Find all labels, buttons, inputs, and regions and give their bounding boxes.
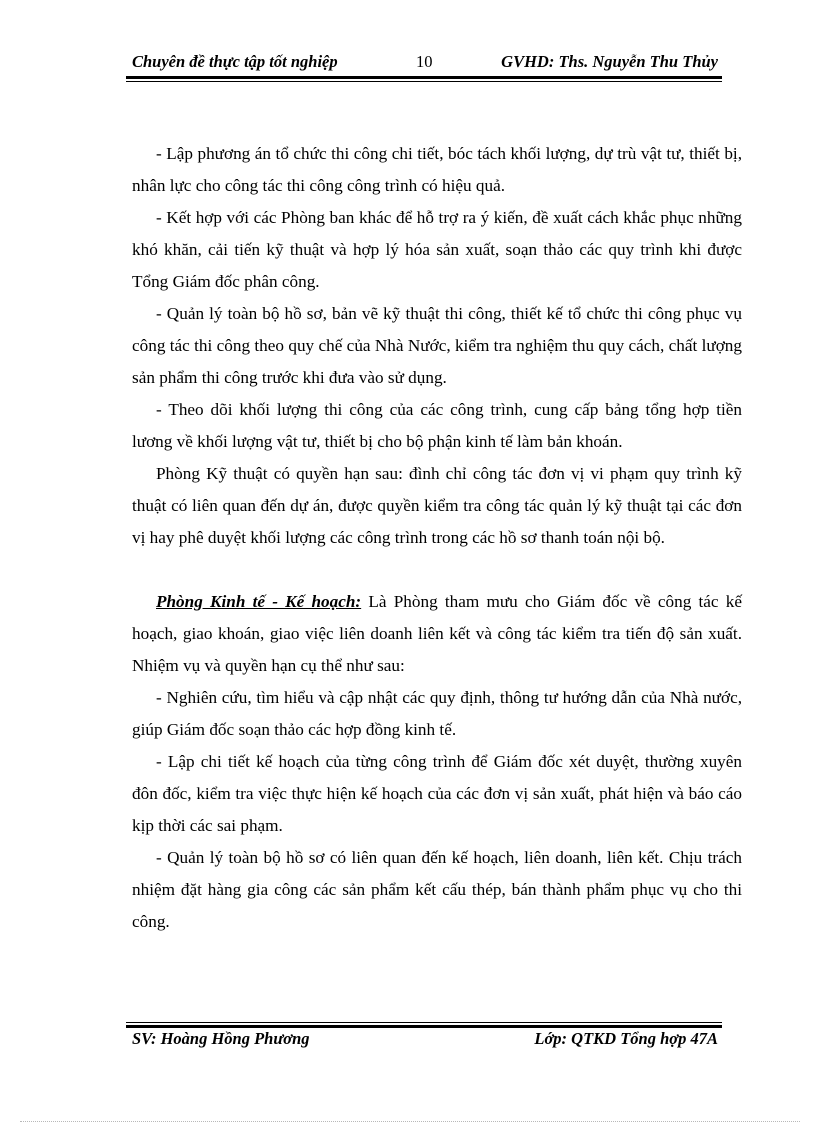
header-rule-thin — [126, 81, 722, 82]
header-supervisor: GVHD: Ths. Nguyễn Thu Thủy — [501, 52, 718, 71]
paragraph: Phòng Kỹ thuật có quyền hạn sau: đình chỉ công tác đơn vị vi phạm quy trình kỹ thuật có liên quan đến dự án, được quyền kiểm tra công tác quản lý kỹ thuật tại các đơn vị hay phê duyệt khối lượng các công trình trong các hồ sơ thanh toán nội bộ. — [132, 464, 742, 547]
header-page-number: 10 — [416, 52, 433, 71]
body-text — [132, 138, 742, 938]
paragraph: - Quản lý toàn bộ hồ sơ có liên quan đến kế hoạch, liên doanh, liên kết. Chịu trách nhiệm đặt hàng gia công các sản phẩm kết cấu thép, bán thành phẩm phục vụ cho thi công. — [132, 848, 742, 931]
paragraph: - Quản lý toàn bộ hồ sơ, bản vẽ kỹ thuật thi công, thiết kế tổ chức thi công phục vụ công tác thi công theo quy chế của Nhà Nước, kiểm tra nghiệm thu quy cách, chất lượng sản phẩm thi công trước khi đưa vào sử dụng. — [132, 304, 742, 387]
page-boundary — [20, 1121, 800, 1122]
paragraph: - Lập chi tiết kế hoạch của từng công trình để Giám đốc xét duyệt, thường xuyên đôn đốc, kiểm tra việc thực hiện kế hoạch của các đơn vị sản xuất, phát hiện và báo cáo kịp thời các sai phạm. — [132, 752, 742, 835]
section-paragraph — [132, 586, 742, 682]
header-rule-thick — [126, 76, 722, 79]
footer-student: SV: Hoàng Hồng Phương — [132, 1029, 310, 1048]
header-report-title: Chuyên đề thực tập tốt nghiệp — [132, 52, 338, 71]
section-heading: Phòng Kinh tế - Kế hoạch: — [156, 592, 362, 611]
paragraph: - Nghiên cứu, tìm hiểu và cập nhật các quy định, thông tư hướng dẫn của Nhà nước, giúp Giám đốc soạn thảo các hợp đồng kinh tế. — [132, 688, 742, 739]
paragraph: - Lập phương án tổ chức thi công chi tiết, bóc tách khối lượng, dự trù vật tư, thiết bị, nhân lực cho công tác thi công công trình có hiệu quả. — [132, 144, 742, 195]
section-intro: Là Phòng tham mưu cho Giám đốc về công tác kế hoạch, giao khoán, giao việc liên doanh liên kết và công tác kiểm tra tiến độ sản xuất. Nhiệm vụ và quyền hạn cụ thể như sau: — [132, 592, 742, 675]
page-footer — [126, 1026, 722, 1056]
paragraph: - Theo dõi khối lượng thi công của các công trình, cung cấp bảng tổng hợp tiền lương về khối lượng vật tư, thiết bị cho bộ phận kinh tế làm bản khoán. — [132, 400, 742, 451]
footer-class: Lớp: QTKD Tổng hợp 47A — [534, 1029, 718, 1048]
footer-rule-thin — [126, 1022, 722, 1023]
paragraph: - Kết hợp với các Phòng ban khác để hỗ trợ ra ý kiến, đề xuất cách khắc phục những khó khăn, cải tiến kỹ thuật và hợp lý hóa sản xuất, soạn thảo các quy trình khi được Tổng Giám đốc phân công. — [132, 208, 742, 291]
